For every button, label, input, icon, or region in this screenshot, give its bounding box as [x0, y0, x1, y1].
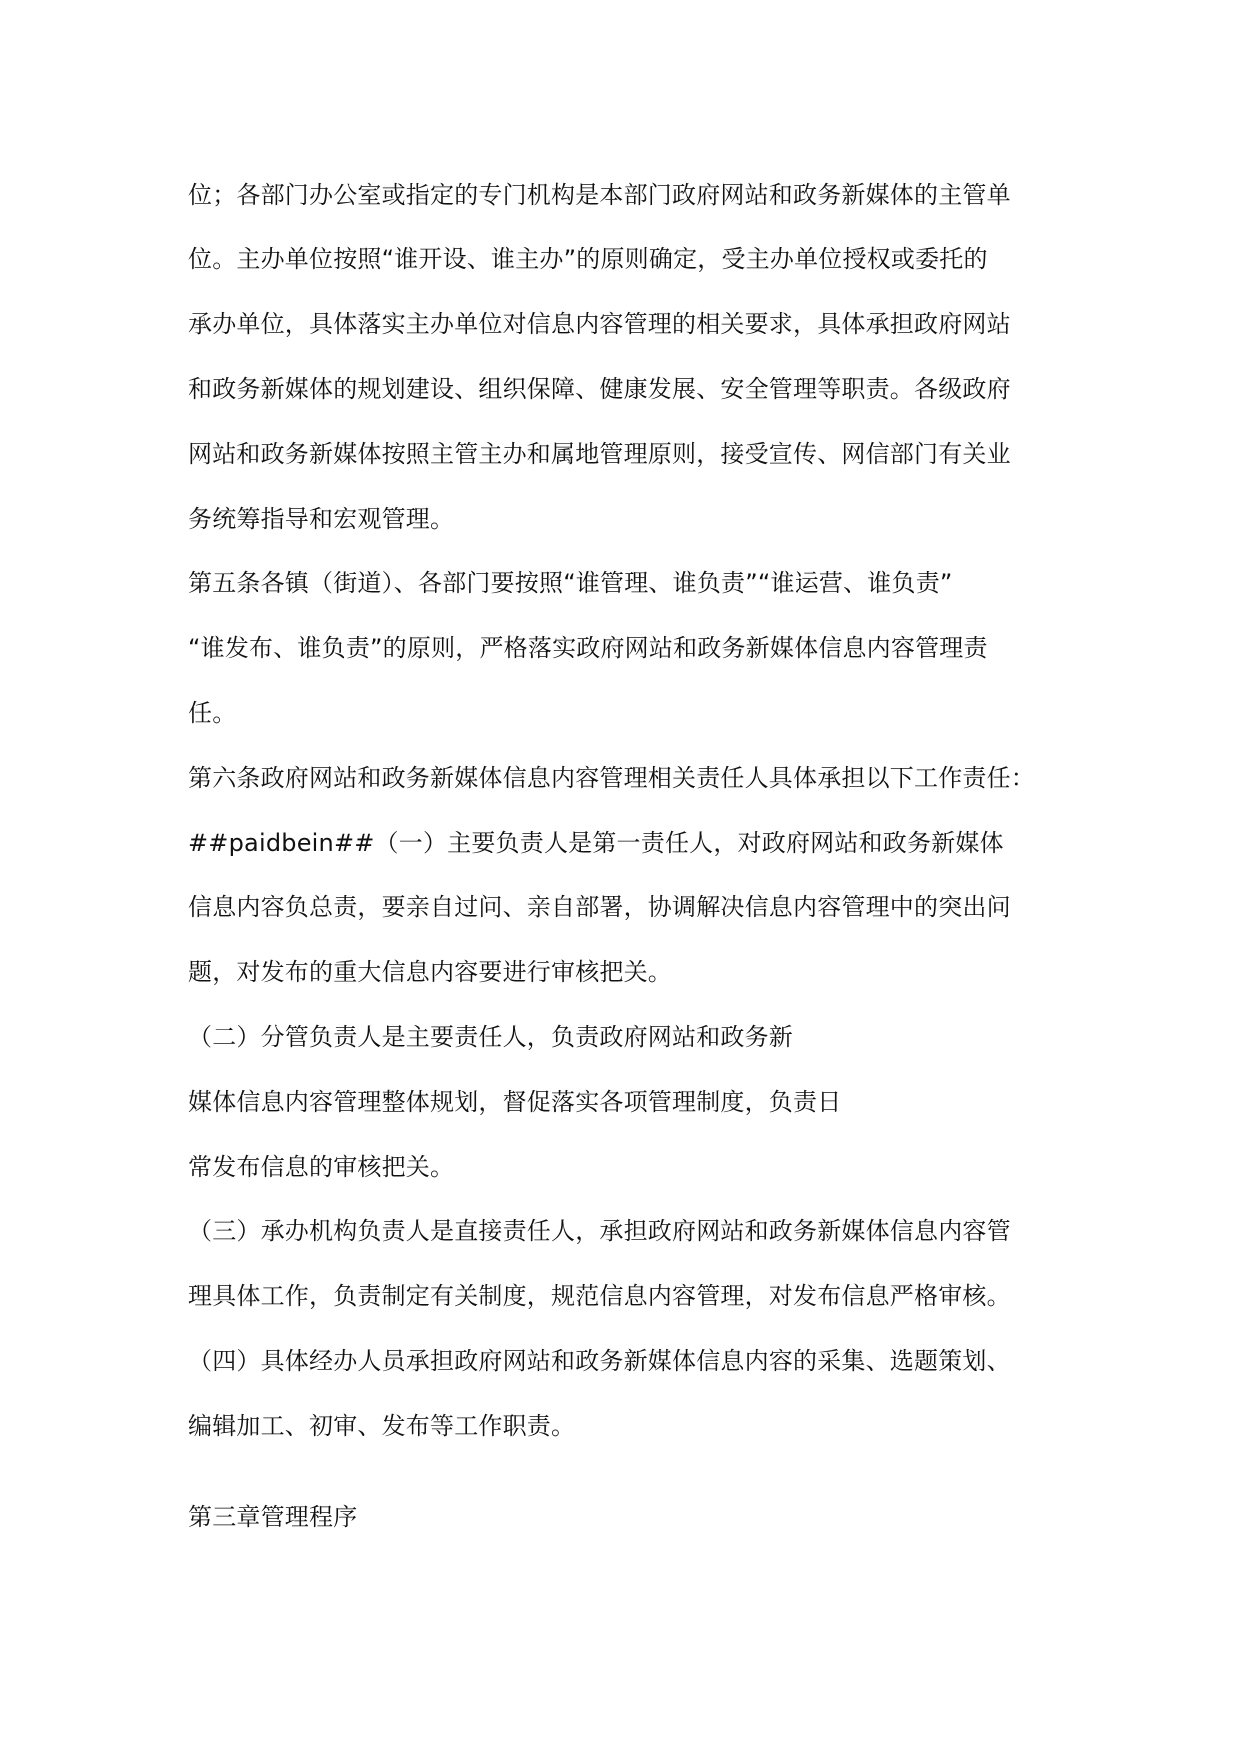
- text-line: 位；各部门办公室或指定的专门机构是本部门政府网站和政务新媒体的主管单: [188, 181, 1011, 209]
- text-line: 务统筹指导和宏观管理。: [188, 505, 455, 533]
- text-line: 和政务新媒体的规划建设、组织保障、健康发展、安全管理等职责。各级政府: [188, 375, 1011, 403]
- text-line: ##paidbein##（一）主要负责人是第一责任人，对政府网站和政务新媒体: [188, 829, 1004, 857]
- text-line: 常发布信息的审核把关。: [188, 1153, 455, 1181]
- text-line: 任。: [188, 699, 237, 727]
- section-heading: 第三章管理程序: [188, 1503, 358, 1531]
- text-line: 位。主办单位按照“谁开设、谁主办”的原则确定，受主办单位授权或委托的: [188, 245, 988, 273]
- text-line: 网站和政务新媒体按照主管主办和属地管理原则，接受宣传、网信部门有关业: [188, 440, 1011, 468]
- text-line: 第六条政府网站和政务新媒体信息内容管理相关责任人具体承担以下工作责任：: [188, 764, 1035, 792]
- text-line: 题，对发布的重大信息内容要进行审核把关。: [188, 958, 672, 986]
- text-line: （二）分管负责人是主要责任人，负责政府网站和政务新: [188, 1023, 793, 1051]
- text-line: 信息内容负总责，要亲自过问、亲自部署，协调解决信息内容管理中的突出问: [188, 893, 1011, 921]
- text-line: 编辑加工、初审、发布等工作职责。: [188, 1412, 576, 1440]
- text-line: 承办单位，具体落实主办单位对信息内容管理的相关要求，具体承担政府网站: [188, 310, 1011, 338]
- text-line: 媒体信息内容管理整体规划，督促落实各项管理制度，负责日: [188, 1088, 842, 1116]
- text-line: 理具体工作，负责制定有关制度，规范信息内容管理，对发布信息严格审核。: [188, 1282, 1011, 1310]
- text-line: （三）承办机构负责人是直接责任人，承担政府网站和政务新媒体信息内容管: [188, 1217, 1011, 1245]
- text-line: “谁发布、谁负责”的原则，严格落实政府网站和政务新媒体信息内容管理责: [188, 634, 988, 662]
- text-line: （四）具体经办人员承担政府网站和政务新媒体信息内容的采集、选题策划、: [188, 1347, 1011, 1375]
- text-line: 第五条各镇（街道）、各部门要按照“谁管理、谁负责”“谁运营、谁负责”: [188, 569, 953, 597]
